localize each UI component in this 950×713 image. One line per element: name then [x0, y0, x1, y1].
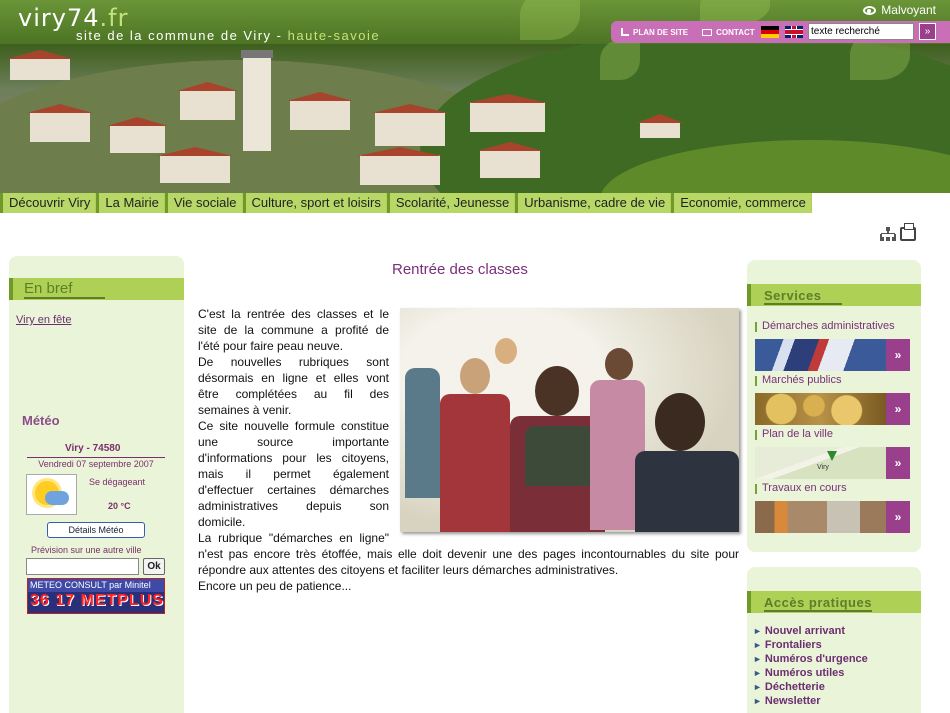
service-demarches[interactable]: [755, 320, 912, 371]
search-button[interactable]: »: [919, 23, 936, 40]
acces-header: [747, 591, 921, 613]
child-body: [635, 451, 739, 532]
heading-underline: [24, 297, 105, 299]
nav-item-economie-commerce[interactable]: Economie, commerce: [671, 193, 811, 213]
service-label: Plan de la ville: [762, 428, 912, 443]
house: [110, 125, 165, 153]
house: [290, 100, 350, 130]
nav-item-scolarite-jeunesse[interactable]: Scolarité, Jeunesse: [387, 193, 514, 213]
search-input[interactable]: [808, 23, 914, 40]
acces-item-numeros-urgence[interactable]: ► Numéros d'urgence: [753, 652, 868, 666]
services-panel: [747, 260, 921, 552]
service-label: Travaux en cours: [762, 482, 912, 497]
site-header: [0, 0, 950, 193]
meteo-consult-ad[interactable]: [27, 578, 165, 614]
nav-spacer: [812, 193, 950, 213]
left-sidebar: [9, 256, 184, 713]
weather-icon-box: [26, 474, 77, 515]
backpack: [525, 426, 595, 486]
malvoyant-link[interactable]: [863, 3, 936, 17]
tagline-text: site de la commune de Viry -: [76, 28, 288, 43]
article-body: [198, 306, 739, 594]
meteo-temperature: 20 °C: [108, 501, 131, 511]
acces-title: Accès pratiques: [764, 595, 872, 610]
service-marches-publics[interactable]: [755, 374, 912, 425]
schoolchildren-photo: [400, 308, 739, 532]
nav-item-la-mairie[interactable]: La Mairie: [96, 193, 163, 213]
service-thumbnail: [755, 501, 886, 533]
article-title: Rentrée des classes: [392, 261, 528, 278]
article-paragraph: La rubrique "démarches en ligne" n'est pas encore très étoffée, mais elle doit devenir une des pages incontournables du site pour répondre aux attentes des citoyens et faciliter leurs démarches administratives.: [198, 531, 739, 577]
map-pin-icon: [827, 451, 837, 461]
service-label: Démarches administratives: [762, 320, 912, 335]
acces-item-frontaliers[interactable]: ► Frontaliers: [753, 638, 868, 652]
heading-underline: [764, 303, 842, 305]
uk-flag-icon[interactable]: [785, 26, 803, 38]
ad-line-2: 36 17 METPLUS: [30, 592, 164, 609]
page-tools: [880, 227, 916, 241]
eye-icon: [863, 6, 876, 15]
logo-text: viry74: [18, 4, 100, 32]
house: [160, 155, 230, 183]
services-header: [747, 284, 921, 306]
child-body: [405, 368, 440, 498]
contact-link[interactable]: [702, 28, 755, 37]
child-body: [440, 394, 510, 532]
child-head: [605, 348, 633, 380]
service-plan-ville[interactable]: [755, 428, 912, 479]
plan-de-site-label: PLAN DE SITE: [633, 27, 689, 37]
site-tagline: [76, 28, 380, 43]
house: [10, 58, 70, 80]
map-thumbnail: [755, 447, 886, 479]
service-thumbnail: [755, 339, 886, 371]
viry-en-fete-link[interactable]: Viry en fête: [16, 314, 72, 326]
meteo-title: Météo: [22, 413, 60, 428]
malvoyant-label: Malvoyant: [881, 3, 936, 17]
german-flag-icon[interactable]: [761, 26, 779, 38]
utility-bar: [611, 21, 950, 43]
meteo-city-input[interactable]: [26, 558, 139, 575]
service-go-button[interactable]: »: [886, 447, 910, 479]
house: [360, 155, 440, 185]
house: [640, 122, 680, 138]
house: [470, 102, 545, 132]
child-head: [535, 366, 579, 416]
sun-cloud-icon: [35, 481, 59, 505]
service-travaux[interactable]: [755, 482, 912, 533]
house: [30, 112, 90, 142]
meteo-date: Vendredi 07 septembre 2007: [27, 457, 165, 469]
services-title: Services: [764, 288, 822, 303]
acces-item-dechetterie[interactable]: ► Déchetterie: [753, 680, 868, 694]
sitemap-tree-icon[interactable]: [880, 227, 896, 241]
meteo-description: Se dégageant: [89, 477, 146, 487]
article-paragraph: Encore un peu de patience...: [198, 579, 352, 593]
church-tower: [243, 56, 271, 151]
service-label: Marchés publics: [762, 374, 912, 389]
service-thumbnail: [755, 393, 886, 425]
article-paragraph: De nouvelles rubriques sont désormais en ligne et elles vont être complétées au fil des semaines à venir.: [198, 355, 389, 417]
meteo-details-button[interactable]: Détails Météo: [47, 522, 145, 538]
child-head: [655, 393, 705, 451]
service-go-button[interactable]: »: [886, 339, 910, 371]
leaf-decoration: [600, 40, 640, 80]
en-bref-title: En bref: [24, 280, 73, 297]
en-bref-header: [9, 278, 184, 300]
logo-tld: .fr: [99, 4, 129, 32]
service-go-button[interactable]: »: [886, 393, 910, 425]
main-nav: [0, 193, 950, 213]
article-paragraph: Ce site nouvelle formule constitue une source importante d'informations pour les citoyens, mais il permet également d'effectuer certaines démarches administratives depuis son domicile.: [198, 419, 389, 529]
plan-de-site-link[interactable]: [621, 28, 688, 37]
print-icon[interactable]: [900, 227, 916, 241]
article-paragraph: C'est la rentrée des classes et le site de la commune a profité de l'été pour faire peau neuve.: [198, 307, 389, 353]
nav-item-vie-sociale[interactable]: Vie sociale: [165, 193, 242, 213]
contact-label: CONTACT: [716, 27, 755, 37]
acces-list: [753, 624, 868, 708]
ad-line-1: METEO CONSULT par Minitel: [28, 579, 164, 592]
mail-icon: [702, 29, 712, 36]
meteo-city: Viry - 74580: [65, 443, 121, 454]
nav-item-decouvrir-viry[interactable]: Découvrir Viry: [0, 193, 95, 213]
child-head: [495, 338, 517, 364]
meteo-ok-button[interactable]: Ok: [143, 558, 165, 575]
service-go-button[interactable]: »: [886, 501, 910, 533]
child-head: [460, 358, 490, 394]
tagline-region: haute-savoie: [287, 28, 381, 43]
heading-underline: [764, 610, 872, 612]
acces-pratiques-panel: [747, 567, 921, 713]
house: [180, 90, 235, 120]
sitemap-icon: [621, 28, 629, 36]
acces-item-numeros-utiles[interactable]: ► Numéros utiles: [753, 666, 868, 680]
meteo-other-city-label: Prévision sur une autre ville: [31, 545, 142, 555]
house: [480, 150, 540, 178]
house: [375, 112, 445, 146]
acces-item-nouvel-arrivant[interactable]: ► Nouvel arrivant: [753, 624, 868, 638]
nav-item-culture-sport-loisirs[interactable]: Culture, sport et loisirs: [243, 193, 386, 213]
map-label: Viry: [817, 464, 829, 471]
acces-item-newsletter[interactable]: ► Newsletter: [753, 694, 868, 708]
nav-item-urbanisme[interactable]: Urbanisme, cadre de vie: [515, 193, 670, 213]
